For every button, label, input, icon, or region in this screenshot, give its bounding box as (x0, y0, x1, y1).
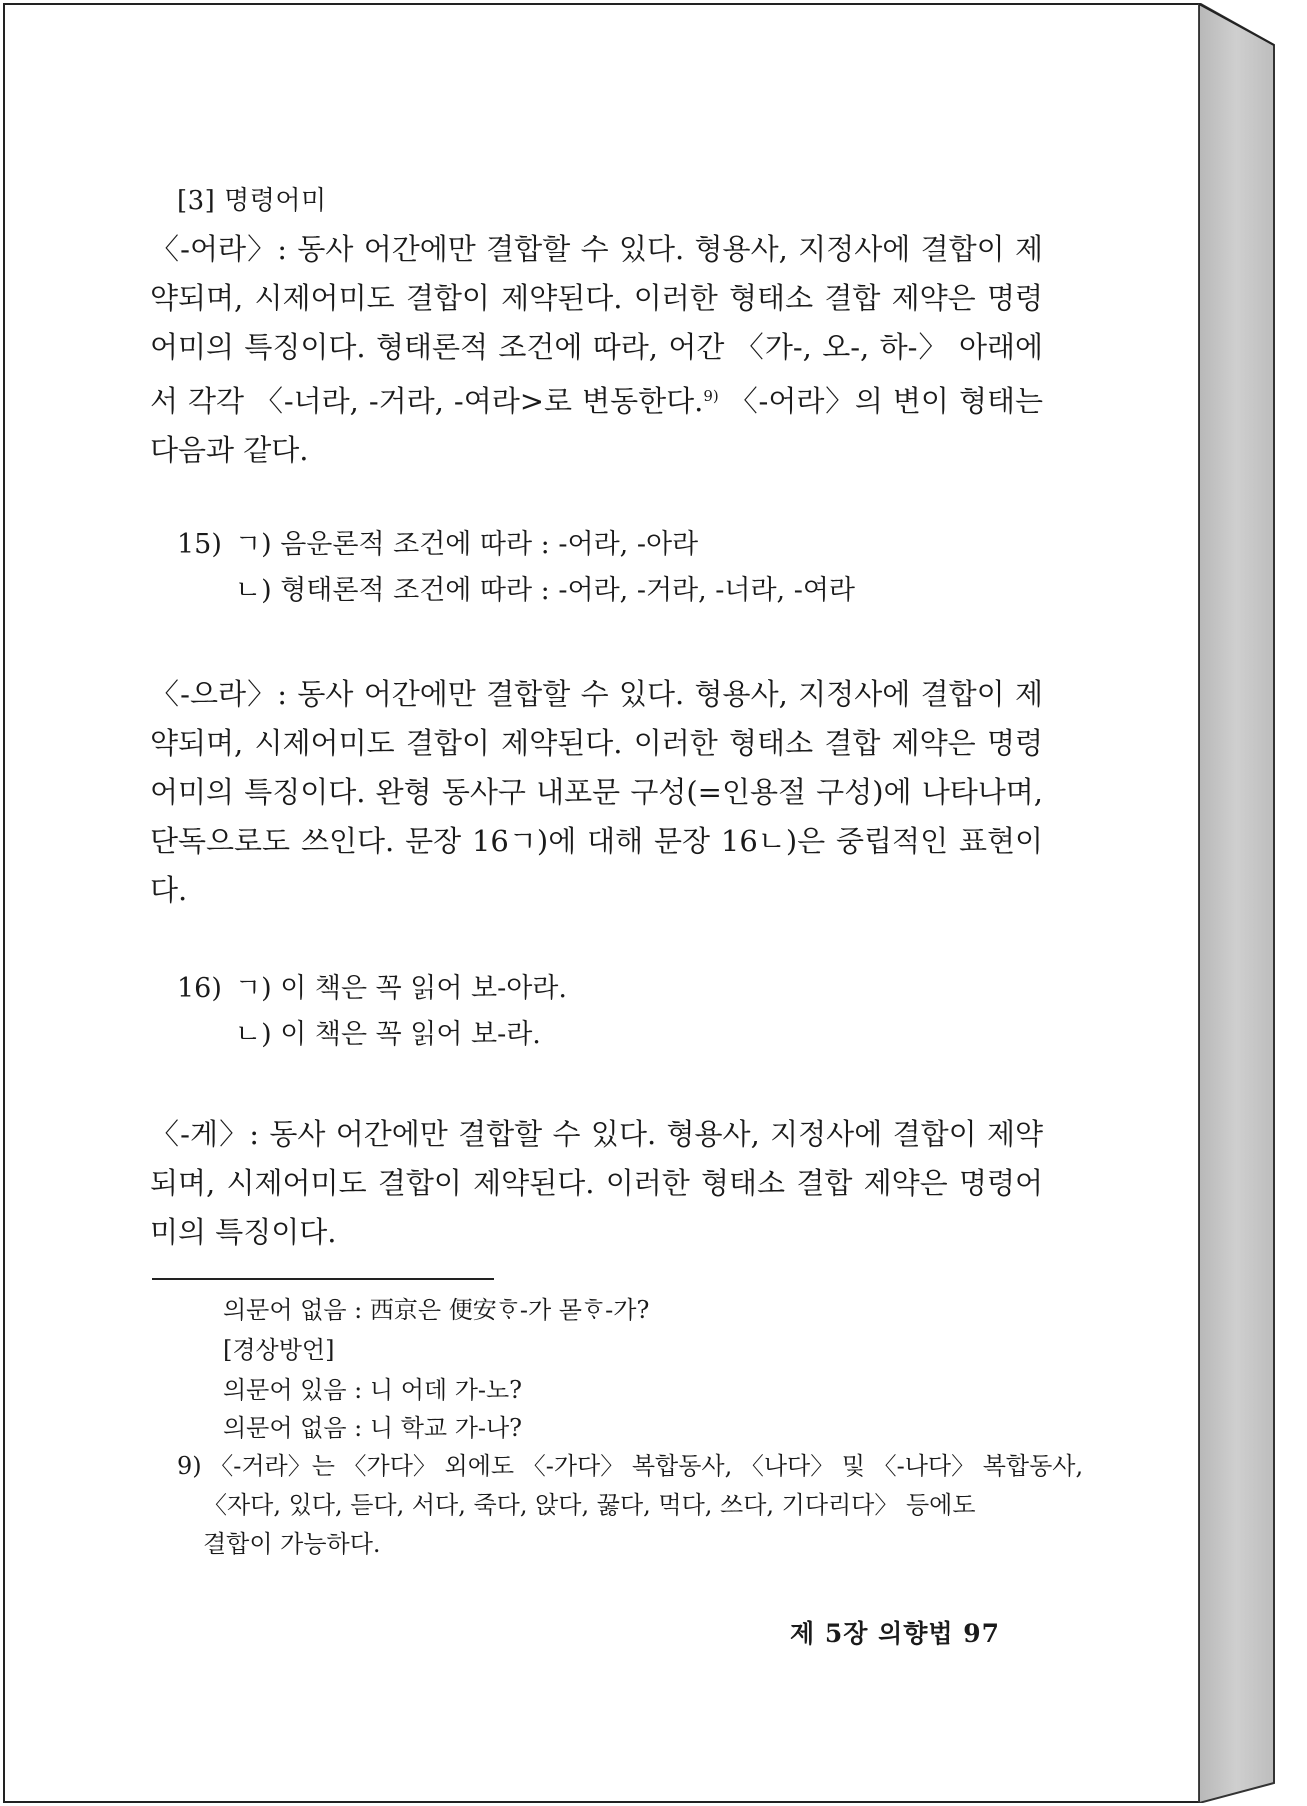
footnote-9-line: 9) 〈-거라〉는 〈가다〉 외에도 〈-가다〉 복합동사, 〈나다〉 및 〈-나다〉 복합동사, (177, 1452, 1084, 1480)
example-text: ㄱ) 이 책은 꼭 읽어 보-아라. (235, 973, 567, 1004)
footnote-9-line: 〈자다, 있다, 듣다, 서다, 죽다, 앉다, 꿇다, 먹다, 쓰다, 기다리다〉 등에도 (203, 1491, 976, 1519)
section-title: [3] 명령어미 (177, 186, 327, 216)
example-number: 16) (177, 973, 222, 1004)
example-16a (177, 966, 567, 1012)
example-15a (177, 522, 698, 568)
example-text: ㄱ) 음운론적 조건에 따라 : -어라, -아라 (235, 529, 699, 560)
footnote-line: [경상방언] (223, 1336, 335, 1364)
footnote-divider (152, 1278, 494, 1280)
footnote-ref-9: 9) (703, 387, 719, 405)
paragraph-eora (150, 225, 1043, 475)
footnote-line: 의문어 있음 : 니 어데 가-노? (223, 1376, 523, 1404)
footnote-line: 의문어 없음 : 니 학교 가-나? (223, 1414, 523, 1442)
page-footer: 제 5장 의향법 97 (790, 1619, 1001, 1648)
paragraph-eura: 〈-으라〉: 동사 어간에만 결합할 수 있다. 형용사, 지정사에 결합이 제약되며, 시제어미도 결합이 제약된다. 이러한 형태소 결합 제약은 명령어미의 특징이다. 완형 동사구 내포문 구성(=인용절 구성)에 나타나며, 단독으로도 쓰인다. 문장 16ㄱ)에 대해 문장 16ㄴ)은 중립적인 표현이다. (150, 677, 1043, 907)
book-page-edge (1199, 3, 1289, 1803)
example-15b: ㄴ) 형태론적 조건에 따라 : -어라, -거라, -너라, -여라 (235, 575, 856, 606)
book-edge-graphic (1199, 3, 1289, 1803)
example-16b: ㄴ) 이 책은 꼭 읽어 보-라. (235, 1019, 541, 1050)
footnote-line: 의문어 없음 : 西京은 便安ᄒᆞ-가 몯ᄒᆞ-가? (223, 1296, 650, 1324)
example-number: 15) (177, 529, 222, 560)
paragraph-eora-tail: 〈-어라〉의 변이 형태는 다음과 같다. (150, 384, 1043, 467)
footnote-9-line: 결합이 가능하다. (203, 1530, 381, 1558)
paragraph-ge: 〈-게〉: 동사 어간에만 결합할 수 있다. 형용사, 지정사에 결합이 제약되며, 시제어미도 결합이 제약된다. 이러한 형태소 결합 제약은 명령어미의 특징이다. (150, 1117, 1043, 1249)
paragraph-eora-text: 〈-어라〉: 동사 어간에만 결합할 수 있다. 형용사, 지정사에 결합이 제약되며, 시제어미도 결합이 제약된다. 이러한 형태소 결합 제약은 명령어미의 특징이다. 형태론적 조건에 따라, 어간 〈가-, 오-, 하-〉 아래에서 각각 〈-너라, -거라, -여라>로 변동한다. (150, 232, 1043, 418)
